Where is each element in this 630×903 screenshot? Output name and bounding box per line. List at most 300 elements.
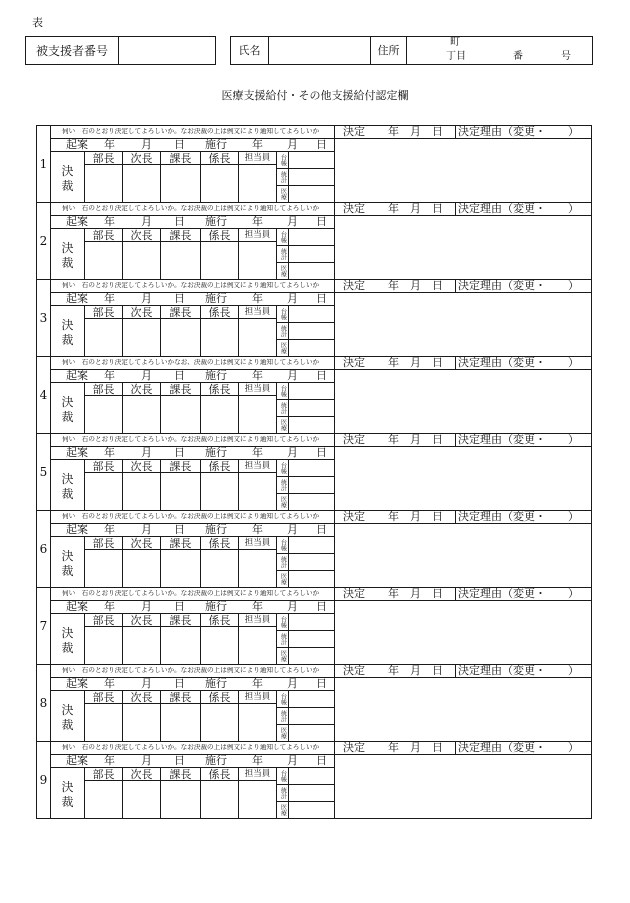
decision-month-label: 月 — [410, 202, 421, 215]
section-chief-stamp-cell — [161, 627, 200, 664]
section-chief-stamp-cell — [161, 396, 200, 433]
medical-label: 医療 — [279, 188, 287, 200]
approval-section — [36, 741, 592, 818]
address-ban-label: 番 — [513, 51, 523, 62]
director-stamp-cell — [85, 627, 122, 664]
deputy-director-header: 次長 — [130, 383, 153, 395]
statistics-check-cell — [289, 708, 334, 724]
decision-month-label: 月 — [410, 356, 421, 369]
ledger-check-cell — [289, 691, 334, 707]
deputy-director-header: 次長 — [130, 152, 153, 164]
director-stamp-cell — [85, 319, 122, 356]
subsection-chief-header: 係長 — [208, 768, 231, 780]
medical-check-cell — [289, 494, 334, 510]
ledger-label: 台帳 — [279, 462, 287, 474]
grid-line — [455, 741, 456, 754]
section-number: 2 — [39, 233, 48, 248]
enforcement-month-label: 月 — [287, 215, 298, 228]
subsection-chief-stamp-cell — [201, 781, 238, 818]
approval-label-bottom: 裁 — [61, 333, 74, 347]
decision-month-label: 月 — [410, 587, 421, 600]
staff-stamp-cell — [239, 242, 276, 279]
subsection-chief-header: 係長 — [208, 614, 231, 626]
draft-label: 起案 — [66, 754, 88, 767]
subsection-chief-header: 係長 — [208, 229, 231, 241]
grid-line — [591, 510, 592, 587]
enforcement-label: 施行 — [205, 754, 227, 767]
grid-line — [591, 202, 592, 279]
decision-year-label: 年 — [388, 202, 399, 215]
form-title: 医療支援給付・その他支援給付認定欄 — [221, 89, 409, 102]
grid-line — [455, 356, 456, 369]
medical-check-cell — [289, 802, 334, 818]
decision-reason-area — [335, 601, 591, 664]
director-stamp-cell — [85, 165, 122, 202]
deputy-director-stamp-cell — [123, 781, 160, 818]
ledger-check-cell — [289, 460, 334, 476]
ledger-label: 台帳 — [279, 154, 287, 166]
subsection-chief-stamp-cell — [201, 473, 238, 510]
director-stamp-cell — [85, 473, 122, 510]
medical-check-cell — [289, 648, 334, 664]
medical-label: 医療 — [279, 496, 287, 508]
decision-reason-label: 決定理由（変更・ ） — [458, 279, 579, 292]
recipient-number-label: 被支援者番号 — [35, 43, 108, 58]
staff-stamp-cell — [239, 396, 276, 433]
enforcement-year-label: 年 — [252, 754, 263, 767]
subsection-chief-stamp-cell — [201, 319, 238, 356]
staff-stamp-cell — [239, 550, 276, 587]
enforcement-month-label: 月 — [287, 600, 298, 613]
decision-reason-label: 決定理由（変更・ ） — [458, 433, 579, 446]
decision-label: 決定 — [343, 279, 365, 292]
draft-label: 起案 — [66, 523, 88, 536]
ledger-check-cell — [289, 537, 334, 553]
enforcement-year-label: 年 — [252, 523, 263, 536]
staff-header: 担当員 — [244, 152, 271, 163]
decision-reason-label: 決定理由（変更・ ） — [458, 587, 579, 600]
statistics-check-cell — [289, 631, 334, 647]
approval-section — [36, 279, 592, 356]
draft-year-label: 年 — [104, 369, 115, 382]
section-chief-header: 課長 — [169, 460, 192, 472]
staff-stamp-cell — [239, 319, 276, 356]
draft-label: 起案 — [66, 292, 88, 305]
staff-header: 担当員 — [244, 306, 271, 317]
draft-day-label: 日 — [174, 754, 185, 767]
section-number: 6 — [39, 541, 48, 556]
draft-month-label: 月 — [141, 369, 152, 382]
table-bottom-line — [36, 818, 592, 819]
statistics-label: 統計 — [279, 556, 287, 568]
medical-label: 医療 — [279, 650, 287, 662]
section-chief-stamp-cell — [161, 473, 200, 510]
section-chief-header: 課長 — [169, 306, 192, 318]
subsection-chief-header: 係長 — [208, 460, 231, 472]
draft-day-label: 日 — [174, 215, 185, 228]
section-chief-header: 課長 — [169, 229, 192, 241]
approval-section — [36, 664, 592, 741]
decision-day-label: 日 — [432, 202, 443, 215]
inquiry-text: 伺い 右のとおり決定してよろしいか。なお決裁の上は例文により通知してよろしいか — [62, 590, 320, 597]
subsection-chief-stamp-cell — [201, 396, 238, 433]
medical-check-cell — [289, 417, 334, 433]
statistics-label: 統計 — [279, 633, 287, 645]
enforcement-month-label: 月 — [287, 369, 298, 382]
director-header: 部長 — [92, 691, 115, 703]
enforcement-month-label: 月 — [287, 754, 298, 767]
statistics-check-cell — [289, 169, 334, 185]
approval-label-bottom: 裁 — [61, 564, 74, 578]
approval-section — [36, 433, 592, 510]
decision-year-label: 年 — [388, 356, 399, 369]
draft-label: 起案 — [66, 369, 88, 382]
decision-label: 決定 — [343, 202, 365, 215]
section-chief-header: 課長 — [169, 691, 192, 703]
draft-label: 起案 — [66, 677, 88, 690]
decision-reason-label: 決定理由（変更・ ） — [458, 202, 579, 215]
enforcement-day-label: 日 — [316, 369, 327, 382]
section-chief-header: 課長 — [169, 768, 192, 780]
deputy-director-stamp-cell — [123, 550, 160, 587]
address-town-label: 町 — [450, 37, 460, 48]
decision-reason-area — [335, 524, 591, 587]
draft-day-label: 日 — [174, 677, 185, 690]
decision-month-label: 月 — [410, 510, 421, 523]
decision-day-label: 日 — [432, 510, 443, 523]
approval-table — [36, 125, 592, 819]
approval-label-top: 決 — [61, 703, 74, 717]
ledger-label: 台帳 — [279, 693, 287, 705]
draft-month-label: 月 — [141, 138, 152, 151]
decision-label: 決定 — [343, 587, 365, 600]
inquiry-text: 伺い 右のとおり決定してよろしいか。なお決裁の上は例文により通知してよろしいか — [62, 667, 320, 674]
enforcement-month-label: 月 — [287, 677, 298, 690]
enforcement-label: 施行 — [205, 600, 227, 613]
draft-day-label: 日 — [174, 523, 185, 536]
approval-label-top: 決 — [61, 241, 74, 255]
deputy-director-header: 次長 — [130, 768, 153, 780]
address-field — [407, 37, 592, 64]
deputy-director-stamp-cell — [123, 319, 160, 356]
statistics-label: 統計 — [279, 402, 287, 414]
draft-year-label: 年 — [104, 754, 115, 767]
approval-section — [36, 125, 592, 202]
medical-label: 医療 — [279, 419, 287, 431]
decision-reason-area — [335, 447, 591, 510]
approval-label-top: 決 — [61, 395, 74, 409]
enforcement-month-label: 月 — [287, 446, 298, 459]
decision-label: 決定 — [343, 741, 365, 754]
decision-month-label: 月 — [410, 433, 421, 446]
section-number: 5 — [39, 464, 48, 479]
enforcement-day-label: 日 — [316, 138, 327, 151]
decision-label: 決定 — [343, 433, 365, 446]
director-header: 部長 — [92, 229, 115, 241]
draft-year-label: 年 — [104, 600, 115, 613]
enforcement-label: 施行 — [205, 138, 227, 151]
draft-year-label: 年 — [104, 215, 115, 228]
subsection-chief-header: 係長 — [208, 152, 231, 164]
ledger-label: 台帳 — [279, 616, 287, 628]
decision-day-label: 日 — [432, 356, 443, 369]
decision-day-label: 日 — [432, 279, 443, 292]
enforcement-day-label: 日 — [316, 446, 327, 459]
approval-section — [36, 510, 592, 587]
enforcement-day-label: 日 — [316, 292, 327, 305]
decision-day-label: 日 — [432, 664, 443, 677]
inquiry-text: 伺い 右のとおり決定してよろしいか。なお決裁の上は例文により通知してよろしいか — [62, 282, 320, 289]
staff-header: 担当員 — [244, 460, 271, 471]
approval-section — [36, 587, 592, 664]
director-stamp-cell — [85, 704, 122, 741]
section-number: 3 — [39, 310, 48, 325]
medical-label: 医療 — [279, 265, 287, 277]
grid-line — [455, 510, 456, 523]
section-number: 9 — [39, 772, 48, 787]
decision-month-label: 月 — [410, 279, 421, 292]
director-header: 部長 — [92, 537, 115, 549]
statistics-label: 統計 — [279, 479, 287, 491]
name-field — [269, 37, 370, 64]
decision-year-label: 年 — [388, 279, 399, 292]
grid-line — [591, 741, 592, 818]
approval-label-top: 決 — [61, 472, 74, 486]
decision-day-label: 日 — [432, 741, 443, 754]
deputy-director-header: 次長 — [130, 691, 153, 703]
section-number: 7 — [39, 618, 48, 633]
draft-month-label: 月 — [141, 677, 152, 690]
section-chief-stamp-cell — [161, 165, 200, 202]
subsection-chief-stamp-cell — [201, 165, 238, 202]
statistics-check-cell — [289, 554, 334, 570]
draft-year-label: 年 — [104, 292, 115, 305]
director-header: 部長 — [92, 306, 115, 318]
decision-reason-area — [335, 755, 591, 818]
subsection-chief-stamp-cell — [201, 242, 238, 279]
grid-line — [591, 433, 592, 510]
director-header: 部長 — [92, 614, 115, 626]
enforcement-day-label: 日 — [316, 754, 327, 767]
name-label: 氏名 — [238, 44, 261, 57]
enforcement-year-label: 年 — [252, 215, 263, 228]
approval-label-top: 決 — [61, 549, 74, 563]
section-chief-header: 課長 — [169, 152, 192, 164]
subsection-chief-header: 係長 — [208, 691, 231, 703]
inquiry-text: 伺い 右のとおり決定してよろしいか。なお決裁の上は例文により通知してよろしいか — [62, 205, 320, 212]
medical-label: 医療 — [279, 573, 287, 585]
enforcement-year-label: 年 — [252, 292, 263, 305]
section-chief-header: 課長 — [169, 614, 192, 626]
decision-day-label: 日 — [432, 433, 443, 446]
subsection-chief-stamp-cell — [201, 550, 238, 587]
deputy-director-stamp-cell — [123, 473, 160, 510]
section-number: 4 — [39, 387, 48, 402]
enforcement-day-label: 日 — [316, 215, 327, 228]
draft-label: 起案 — [66, 446, 88, 459]
staff-header: 担当員 — [244, 691, 271, 702]
deputy-director-stamp-cell — [123, 396, 160, 433]
decision-reason-area — [335, 139, 591, 202]
inquiry-text: 伺い 右のとおり決定してよろしいか。なお決裁の上は例文により通知してよろしいか — [62, 128, 320, 135]
enforcement-label: 施行 — [205, 369, 227, 382]
form-type-label: 表 — [32, 16, 43, 29]
section-chief-stamp-cell — [161, 550, 200, 587]
statistics-check-cell — [289, 246, 334, 262]
address-go-label: 号 — [561, 51, 571, 62]
section-chief-stamp-cell — [161, 319, 200, 356]
approval-section — [36, 356, 592, 433]
enforcement-month-label: 月 — [287, 292, 298, 305]
enforcement-year-label: 年 — [252, 677, 263, 690]
section-chief-stamp-cell — [161, 704, 200, 741]
decision-label: 決定 — [343, 510, 365, 523]
staff-header: 担当員 — [244, 383, 271, 394]
decision-day-label: 日 — [432, 587, 443, 600]
inquiry-text: 伺い 右のとおり決定してよろしいか。なお決裁の上は例文により通知してよろしいか — [62, 436, 320, 443]
decision-year-label: 年 — [388, 741, 399, 754]
deputy-director-stamp-cell — [123, 242, 160, 279]
approval-label-bottom: 裁 — [61, 795, 74, 809]
ledger-check-cell — [289, 306, 334, 322]
decision-reason-area — [335, 370, 591, 433]
deputy-director-stamp-cell — [123, 627, 160, 664]
deputy-director-header: 次長 — [130, 460, 153, 472]
staff-header: 担当員 — [244, 229, 271, 240]
director-stamp-cell — [85, 242, 122, 279]
staff-header: 担当員 — [244, 537, 271, 548]
decision-reason-label: 決定理由（変更・ ） — [458, 664, 579, 677]
enforcement-year-label: 年 — [252, 369, 263, 382]
decision-year-label: 年 — [388, 587, 399, 600]
decision-label: 決定 — [343, 125, 365, 138]
decision-reason-label: 決定理由（変更・ ） — [458, 741, 579, 754]
draft-month-label: 月 — [141, 754, 152, 767]
address-chome-label: 丁目 — [446, 51, 466, 62]
statistics-label: 統計 — [279, 171, 287, 183]
approval-section — [36, 202, 592, 279]
subsection-chief-stamp-cell — [201, 627, 238, 664]
enforcement-label: 施行 — [205, 292, 227, 305]
inquiry-text: 伺い 右のとおり決定してよろしいかなお、決裁の上は例文により通知してよろしいか — [62, 359, 320, 366]
director-stamp-cell — [85, 781, 122, 818]
approval-label-top: 決 — [61, 626, 74, 640]
statistics-check-cell — [289, 785, 334, 801]
section-chief-stamp-cell — [161, 242, 200, 279]
decision-year-label: 年 — [388, 510, 399, 523]
inquiry-text: 伺い 右のとおり決定してよろしいか。なお決裁の上は例文により通知してよろしいか — [62, 744, 320, 751]
decision-year-label: 年 — [388, 433, 399, 446]
medical-check-cell — [289, 571, 334, 587]
section-chief-header: 課長 — [169, 383, 192, 395]
address-label: 住所 — [377, 44, 400, 57]
ledger-check-cell — [289, 229, 334, 245]
subsection-chief-header: 係長 — [208, 383, 231, 395]
draft-month-label: 月 — [141, 523, 152, 536]
staff-stamp-cell — [239, 627, 276, 664]
decision-month-label: 月 — [410, 741, 421, 754]
draft-label: 起案 — [66, 215, 88, 228]
draft-year-label: 年 — [104, 523, 115, 536]
ledger-check-cell — [289, 768, 334, 784]
draft-month-label: 月 — [141, 600, 152, 613]
ledger-check-cell — [289, 614, 334, 630]
statistics-label: 統計 — [279, 710, 287, 722]
statistics-check-cell — [289, 323, 334, 339]
medical-check-cell — [289, 340, 334, 356]
grid-line — [591, 356, 592, 433]
recipient-number-field — [119, 37, 215, 64]
approval-label-top: 決 — [61, 318, 74, 332]
enforcement-month-label: 月 — [287, 138, 298, 151]
statistics-label: 統計 — [279, 248, 287, 260]
medical-check-cell — [289, 263, 334, 279]
enforcement-label: 施行 — [205, 446, 227, 459]
deputy-director-stamp-cell — [123, 165, 160, 202]
medical-check-cell — [289, 725, 334, 741]
approval-label-top: 決 — [61, 164, 74, 178]
statistics-check-cell — [289, 400, 334, 416]
draft-day-label: 日 — [174, 600, 185, 613]
decision-reason-label: 決定理由（変更・ ） — [458, 510, 579, 523]
approval-label-bottom: 裁 — [61, 718, 74, 732]
subsection-chief-header: 係長 — [208, 306, 231, 318]
decision-reason-label: 決定理由（変更・ ） — [458, 125, 579, 138]
section-chief-header: 課長 — [169, 537, 192, 549]
medical-check-cell — [289, 186, 334, 202]
director-stamp-cell — [85, 396, 122, 433]
draft-month-label: 月 — [141, 215, 152, 228]
ledger-label: 台帳 — [279, 385, 287, 397]
draft-year-label: 年 — [104, 138, 115, 151]
subsection-chief-stamp-cell — [201, 704, 238, 741]
grid-line — [455, 664, 456, 677]
deputy-director-header: 次長 — [130, 614, 153, 626]
ledger-label: 台帳 — [279, 539, 287, 551]
enforcement-day-label: 日 — [316, 523, 327, 536]
decision-month-label: 月 — [410, 125, 421, 138]
grid-line — [591, 664, 592, 741]
medical-label: 医療 — [279, 727, 287, 739]
ledger-label: 台帳 — [279, 308, 287, 320]
enforcement-label: 施行 — [205, 215, 227, 228]
deputy-director-header: 次長 — [130, 229, 153, 241]
enforcement-month-label: 月 — [287, 523, 298, 536]
director-stamp-cell — [85, 550, 122, 587]
ledger-check-cell — [289, 383, 334, 399]
draft-month-label: 月 — [141, 292, 152, 305]
enforcement-day-label: 日 — [316, 600, 327, 613]
grid-line — [591, 587, 592, 664]
enforcement-year-label: 年 — [252, 446, 263, 459]
decision-reason-area — [335, 216, 591, 279]
approval-label-top: 決 — [61, 780, 74, 794]
decision-reason-area — [335, 293, 591, 356]
draft-day-label: 日 — [174, 446, 185, 459]
enforcement-day-label: 日 — [316, 677, 327, 690]
decision-reason-label: 決定理由（変更・ ） — [458, 356, 579, 369]
staff-stamp-cell — [239, 704, 276, 741]
staff-stamp-cell — [239, 781, 276, 818]
statistics-check-cell — [289, 477, 334, 493]
enforcement-year-label: 年 — [252, 138, 263, 151]
staff-stamp-cell — [239, 473, 276, 510]
staff-stamp-cell — [239, 165, 276, 202]
grid-line — [455, 125, 456, 138]
approval-label-bottom: 裁 — [61, 487, 74, 501]
draft-year-label: 年 — [104, 677, 115, 690]
decision-day-label: 日 — [432, 125, 443, 138]
